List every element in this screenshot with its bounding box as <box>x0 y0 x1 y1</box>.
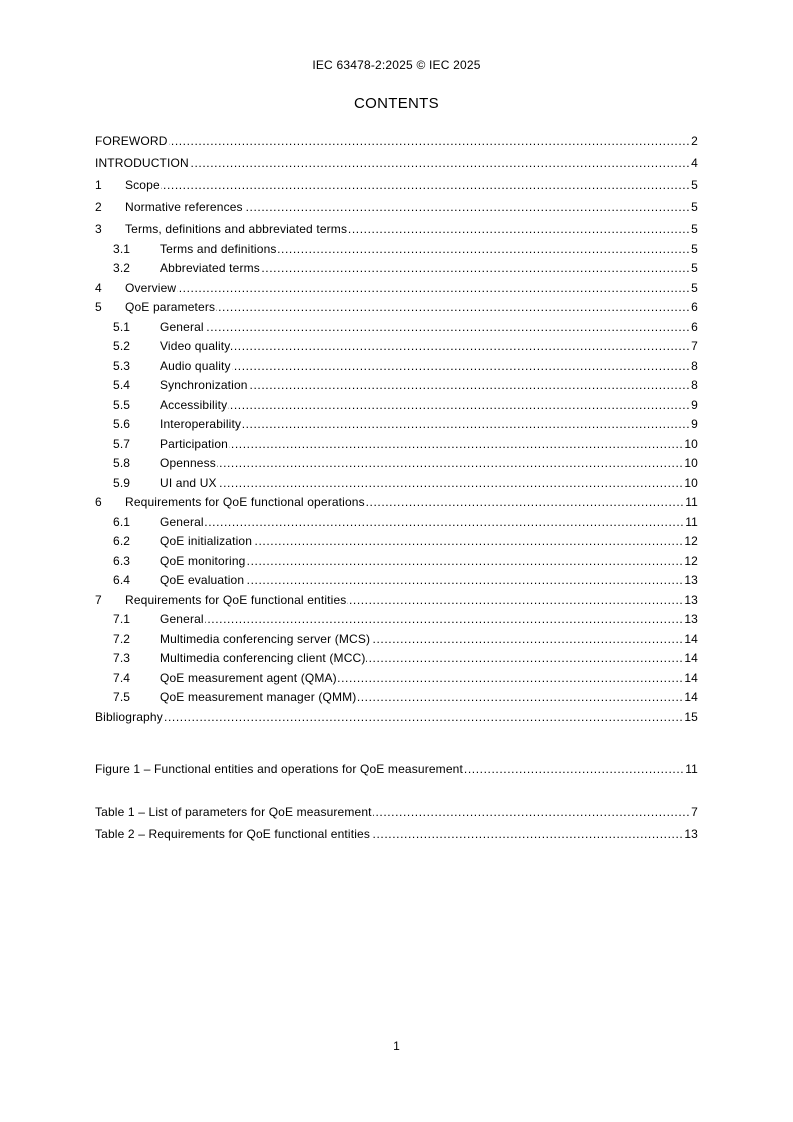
page-title: CONTENTS <box>354 95 439 112</box>
toc-entry-number: 6.1 <box>113 514 131 529</box>
toc-entry-number: 3.2 <box>113 261 131 275</box>
dot-leader <box>164 710 684 724</box>
toc-entry-page: 11 <box>685 514 698 529</box>
toc-entry-number: 5.1 <box>113 319 131 334</box>
toc-entry-page: 11 <box>685 495 698 509</box>
toc-entry-page: 2 <box>691 134 698 148</box>
dot-leader <box>261 261 690 275</box>
dot-leader <box>232 359 691 373</box>
toc-entry-page: 13 <box>684 592 698 607</box>
toc-entry-number: 6.4 <box>113 573 131 587</box>
toc-entry-page: 11 <box>685 762 698 776</box>
toc-entry-number: 6 <box>95 495 102 509</box>
toc-entry-label: QoE initialization <box>160 534 253 548</box>
toc-entry[interactable] <box>95 797 698 819</box>
toc-entry[interactable] <box>95 665 698 685</box>
dot-leader <box>246 554 683 568</box>
toc-entry-number: 5.7 <box>113 436 131 451</box>
dot-leader <box>278 242 691 256</box>
toc-entry-page: 12 <box>684 553 698 568</box>
dot-leader <box>357 690 683 704</box>
toc-entry[interactable] <box>95 819 698 841</box>
dot-leader <box>231 339 690 353</box>
toc-entry[interactable] <box>95 548 698 568</box>
dot-leader <box>177 281 690 295</box>
toc-entry-label: Abbreviated terms <box>160 261 260 275</box>
dot-leader <box>242 417 690 431</box>
toc-entry-number: 7.5 <box>113 690 131 704</box>
toc-entry[interactable] <box>95 275 698 295</box>
toc-entry-label: Terms, definitions and abbreviated terms <box>125 222 348 236</box>
toc-entry-page: 6 <box>691 319 698 334</box>
toc-entry-number: 4 <box>95 280 102 295</box>
toc-entry-number: 6.2 <box>113 534 131 548</box>
toc-entry[interactable] <box>95 353 698 373</box>
toc-entry[interactable] <box>95 412 698 432</box>
toc-entry-number: 5.3 <box>113 358 131 373</box>
toc-entry-page: 14 <box>684 631 698 646</box>
page-number: 1 <box>393 1039 400 1053</box>
dot-leader <box>347 593 683 607</box>
toc-entry-label: Interoperability <box>160 417 242 431</box>
toc-entry[interactable] <box>95 214 698 236</box>
toc-entry[interactable] <box>95 754 698 776</box>
toc-entry-page: 9 <box>691 397 698 412</box>
toc-entry[interactable] <box>95 148 698 170</box>
toc-entry[interactable] <box>95 170 698 192</box>
toc-entry[interactable] <box>95 646 698 666</box>
toc-entry-page: 14 <box>684 651 698 665</box>
toc-entry-page: 5 <box>691 178 698 192</box>
toc-entry-label: Multimedia conferencing server (MCS) <box>160 631 371 646</box>
dot-leader <box>464 762 684 776</box>
toc-entry-label: UI and UX <box>160 475 217 490</box>
toc-entry[interactable] <box>95 256 698 276</box>
toc-entry-number: 7.2 <box>113 631 131 646</box>
dot-leader <box>217 456 683 470</box>
toc-entry[interactable] <box>95 392 698 412</box>
toc-entry[interactable] <box>95 607 698 627</box>
toc-entry[interactable] <box>95 334 698 354</box>
toc-entry-number: 3 <box>95 222 102 236</box>
toc-entry-label: Overview <box>125 280 177 295</box>
table-of-contents <box>95 126 698 724</box>
toc-entry[interactable] <box>95 529 698 549</box>
dot-leader <box>371 632 683 646</box>
toc-entry[interactable] <box>95 314 698 334</box>
toc-entry-number: 7.4 <box>113 670 131 685</box>
toc-entry-label: Bibliography <box>95 709 163 724</box>
toc-entry[interactable] <box>95 509 698 529</box>
toc-entry-label: Openness <box>160 456 216 470</box>
dot-leader <box>245 573 683 587</box>
toc-entry-number: 5.2 <box>113 339 131 353</box>
toc-entry[interactable] <box>95 451 698 471</box>
toc-entry-number: 2 <box>95 200 102 214</box>
page-header: IEC 63478-2:2025 © IEC 2025 <box>312 58 481 72</box>
toc-entry-label: General <box>160 612 204 626</box>
toc-entry-label: INTRODUCTION <box>95 156 189 170</box>
toc-entry-label: General <box>160 319 204 334</box>
toc-entry-number: 5.8 <box>113 456 131 470</box>
toc-entry-label: Synchronization <box>160 378 248 392</box>
toc-entry[interactable] <box>95 626 698 646</box>
toc-entry-page: 13 <box>684 573 698 587</box>
toc-entry-label: Table 1 – List of parameters for QoE measurement <box>95 805 372 819</box>
toc-entry-page: 10 <box>684 456 698 470</box>
toc-entry-number: 7.3 <box>113 651 131 665</box>
dot-leader <box>366 651 683 665</box>
toc-entry-page: 14 <box>684 670 698 685</box>
dot-leader <box>205 612 684 626</box>
dot-leader <box>205 515 684 529</box>
toc-entry-page: 5 <box>691 222 698 236</box>
toc-entry-label: Participation <box>160 436 228 451</box>
toc-entry[interactable] <box>95 236 698 256</box>
toc-entry[interactable] <box>95 295 698 315</box>
toc-entry-label: Table 2 – Requirements for QoE functional entities <box>95 827 370 841</box>
toc-entry-page: 10 <box>684 475 698 490</box>
dot-leader <box>216 300 690 314</box>
toc-entry-label: QoE measurement manager (QMM) <box>160 690 357 704</box>
dot-leader <box>253 534 683 548</box>
toc-entry-page: 9 <box>691 417 698 431</box>
dot-leader <box>244 200 690 214</box>
toc-entry-label: Figure 1 – Functional entities and operations for QoE measurement <box>95 762 463 776</box>
toc-entry-number: 5 <box>95 300 102 314</box>
toc-entry-number: 7 <box>95 592 102 607</box>
toc-entry-page: 5 <box>691 280 698 295</box>
toc-entry-page: 4 <box>691 156 698 170</box>
toc-entry[interactable] <box>95 490 698 510</box>
toc-entry-page: 6 <box>691 300 698 314</box>
dot-leader <box>190 156 690 170</box>
toc-entry-label: General <box>160 514 204 529</box>
dot-leader <box>348 222 690 236</box>
toc-entry-page: 15 <box>684 709 698 724</box>
toc-entry-number: 5.6 <box>113 417 131 431</box>
toc-entry-number: 6.3 <box>113 553 131 568</box>
toc-entry-label: Accessibility <box>160 397 228 412</box>
toc-entry-page: 5 <box>691 200 698 214</box>
toc-entry-label: FOREWORD <box>95 134 168 148</box>
toc-entry-label: Video quality <box>160 339 231 353</box>
toc-entry-page: 13 <box>684 612 698 626</box>
toc-entry-number: 1 <box>95 178 102 192</box>
dot-leader <box>366 495 684 509</box>
toc-entry-label: Requirements for QoE functional operations <box>125 495 365 509</box>
dot-leader <box>161 178 690 192</box>
toc-entry-label: Requirements for QoE functional entities <box>125 592 347 607</box>
toc-entry-page: 5 <box>691 261 698 275</box>
toc-entry-number: 7.1 <box>113 612 131 626</box>
toc-entry-number: 5.4 <box>113 378 131 392</box>
list-of-figures <box>95 754 698 776</box>
dot-leader <box>169 134 691 148</box>
toc-entry-label: QoE parameters <box>125 300 216 314</box>
toc-entry-page: 7 <box>691 805 698 819</box>
toc-entry-label: Multimedia conferencing client (MCC) <box>160 651 366 665</box>
toc-entry-page: 8 <box>691 378 698 392</box>
toc-entry[interactable] <box>95 470 698 490</box>
toc-entry[interactable] <box>95 704 698 724</box>
toc-entry[interactable] <box>95 431 698 451</box>
dot-leader <box>228 398 690 412</box>
toc-entry-label: QoE measurement agent (QMA) <box>160 670 337 685</box>
toc-entry-page: 7 <box>691 339 698 353</box>
toc-entry-number: 5.9 <box>113 475 131 490</box>
toc-entry-label: Audio quality <box>160 358 231 373</box>
toc-entry-label: QoE monitoring <box>160 553 246 568</box>
toc-entry-page: 14 <box>684 690 698 704</box>
dot-leader <box>371 827 683 841</box>
toc-entry[interactable] <box>95 568 698 588</box>
list-of-tables <box>95 797 698 841</box>
dot-leader <box>249 378 691 392</box>
toc-entry-number: 5.5 <box>113 397 131 412</box>
dot-leader <box>338 671 684 685</box>
dot-leader <box>373 805 691 819</box>
dot-leader <box>218 476 684 490</box>
toc-entry-page: 12 <box>684 534 698 548</box>
toc-entry-label: QoE evaluation <box>160 573 245 587</box>
toc-entry[interactable] <box>95 192 698 214</box>
dot-leader <box>229 437 683 451</box>
toc-entry[interactable] <box>95 373 698 393</box>
toc-entry-page: 10 <box>684 436 698 451</box>
toc-entry-label: Terms and definitions <box>160 241 277 256</box>
toc-entry[interactable] <box>95 685 698 705</box>
toc-entry-label: Normative references <box>125 200 243 214</box>
dot-leader <box>205 320 690 334</box>
toc-entry-label: Scope <box>125 178 160 192</box>
toc-entry-page: 5 <box>691 241 698 256</box>
toc-entry-page: 8 <box>691 358 698 373</box>
toc-entry-page: 13 <box>684 827 698 841</box>
toc-entry[interactable] <box>95 126 698 148</box>
toc-entry-number: 3.1 <box>113 241 131 256</box>
toc-entry[interactable] <box>95 587 698 607</box>
